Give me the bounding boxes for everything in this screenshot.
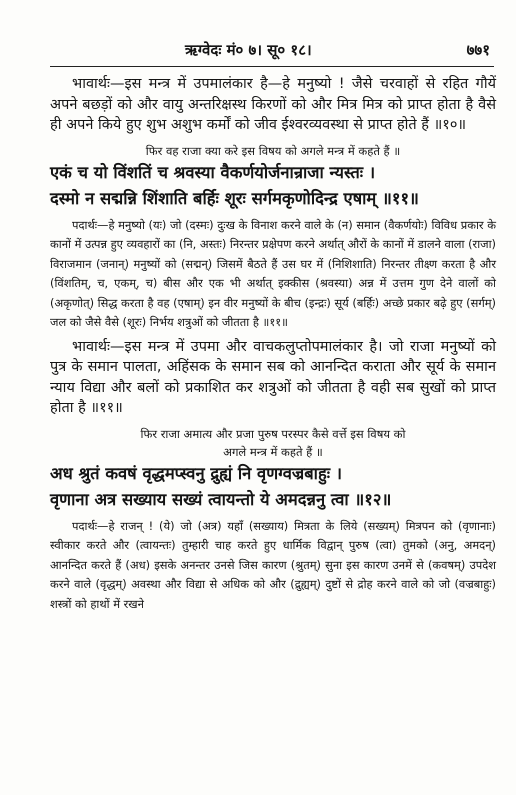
bhavartha-10-text: भावार्थः—इस मन्त्र में उपमालंकार है—हे मनुष्यो ! जैसे चरवाहों से रहित गौयें अपने बछड़ों को और वायु अन्तरिक्षस्थ किरणों को और मित्र मित्र को प्राप्त होता है वैसे ही अपने किये हुए शुभ अशुभ कर्मों को जीव ईश्वरव्यवस्था से प्राप्त होते हैं ॥१०॥ — [50, 76, 496, 133]
intro-11-line: फिर वह राजा क्या करे इस विषय को अगले मन्त्र में कहते हैं ॥ — [145, 143, 401, 158]
mantra-11 — [50, 160, 496, 212]
header-title: ऋग्वेदः मं० ७। सू० १८। — [185, 41, 312, 59]
padartha-12 — [50, 517, 496, 615]
bhavartha-11 — [50, 337, 496, 419]
mantra-12 — [50, 461, 496, 513]
mantra-12-line-2: वृणाना अत्र सख्याय सख्यं त्वायन्तो ये अमदन्ननु त्वा ॥१२॥ — [50, 489, 392, 509]
page-number: ७७१ — [466, 41, 490, 59]
padartha-11 — [50, 216, 496, 333]
bhavartha-10 — [50, 74, 496, 136]
padartha-12-text: पदार्थः—हे राजन् ! (ये) जो (अत्र) यहाँ (सख्याय) मित्रता के लिये (सख्यम्) मित्रपन को (वृणानाः) स्वीकार करते और (त्वायन्तः) तुम्हारी चाह करते हुए धार्मिक विद्वान् पुरुष (त्वा) तुमको (अनु, अमदन्) आनन्दित करते हैं (अध) इसके अनन्तर उनसे जिस कारण (श्रुतम्) सुना इस कारण उनमें से (कवषम्) उपदेश करने वाले (वृद्धम्) अवस्था और विद्या से अधिक को और (द्रुह्यम्) दुष्टों से द्रोह करने वाले को जो (वज्रबाहुः) शस्त्रों को हाथों में रखने — [50, 518, 496, 611]
running-header — [0, 40, 516, 62]
intro-12-line-2: अगले मन्त्र में कहते हैं ॥ — [223, 444, 323, 459]
page-body — [50, 74, 496, 614]
mantra-12-line-1: अध श्रुतं कवषं वृद्धमप्स्वनु द्रुह्यं नि वृणग्वज्रबाहुः । — [50, 463, 343, 483]
header-rule — [50, 66, 494, 67]
intro-12 — [50, 425, 496, 461]
padartha-11-text: पदार्थः—हे मनुष्यो (यः) जो (दस्मः) दुःख के विनाश करने वाले के (न) समान (वैकर्णयोः) विविध प्रकार के कानों में उत्पन्न हुए व्यवहारों का (नि, अस्तः) निरन्तर प्रक्षेपण करने अर्थात् औरों के कानों में डालने वाला (राजा) विराजमान (जनान्) मनुष्यों को (सद्मन्) जिसमें बैठते हैं उस घर में (निशिशाति) निरन्तर तीक्ष्ण करता है और (विंशतिम्, च, एकम्, च) बीस और एक भी अर्थात् इक्कीस (श्रवस्या) अन्न में उत्तम गुण देने वालों को (अकृणोत्) सिद्ध करता है वह (एषाम्) इन वीर मनुष्यों के बीच (इन्द्रः) सूर्य (बर्हिः) अच्छे प्रकार बढ़े हुए (सर्गम्) जल को जैसे वैसे (शूरः) निर्भय शत्रुओं को जीतता है ॥११॥ — [50, 217, 496, 329]
mantra-11-line-1: एकं च यो विंशतिं च श्रवस्या वैकर्णयोर्जनान्राजा न्यस्तः । — [50, 162, 376, 182]
intro-11 — [50, 142, 496, 160]
bhavartha-11-text: भावार्थः—इस मन्त्र में उपमा और वाचकलुप्तोपमालंकार है। जो राजा मनुष्यों को पुत्र के समान पालता, अहिंसक के समान सब को आनन्दित कराता और सूर्य के समान न्याय विद्या और बलों को प्रकाशित कर शत्रुओं को जीतता है वही सब सुखों को प्राप्त होता है ॥११॥ — [50, 338, 496, 416]
intro-12-line-1: फिर राजा अमात्य और प्रजा पुरुष परस्पर कैसे वर्त्ते इस विषय को — [140, 426, 406, 441]
mantra-11-line-2: दस्मो न सद्मन्नि शिंशाति बर्हिः शूरः सर्गमकृणोदिन्द्र एषाम् ॥११॥ — [50, 188, 419, 208]
